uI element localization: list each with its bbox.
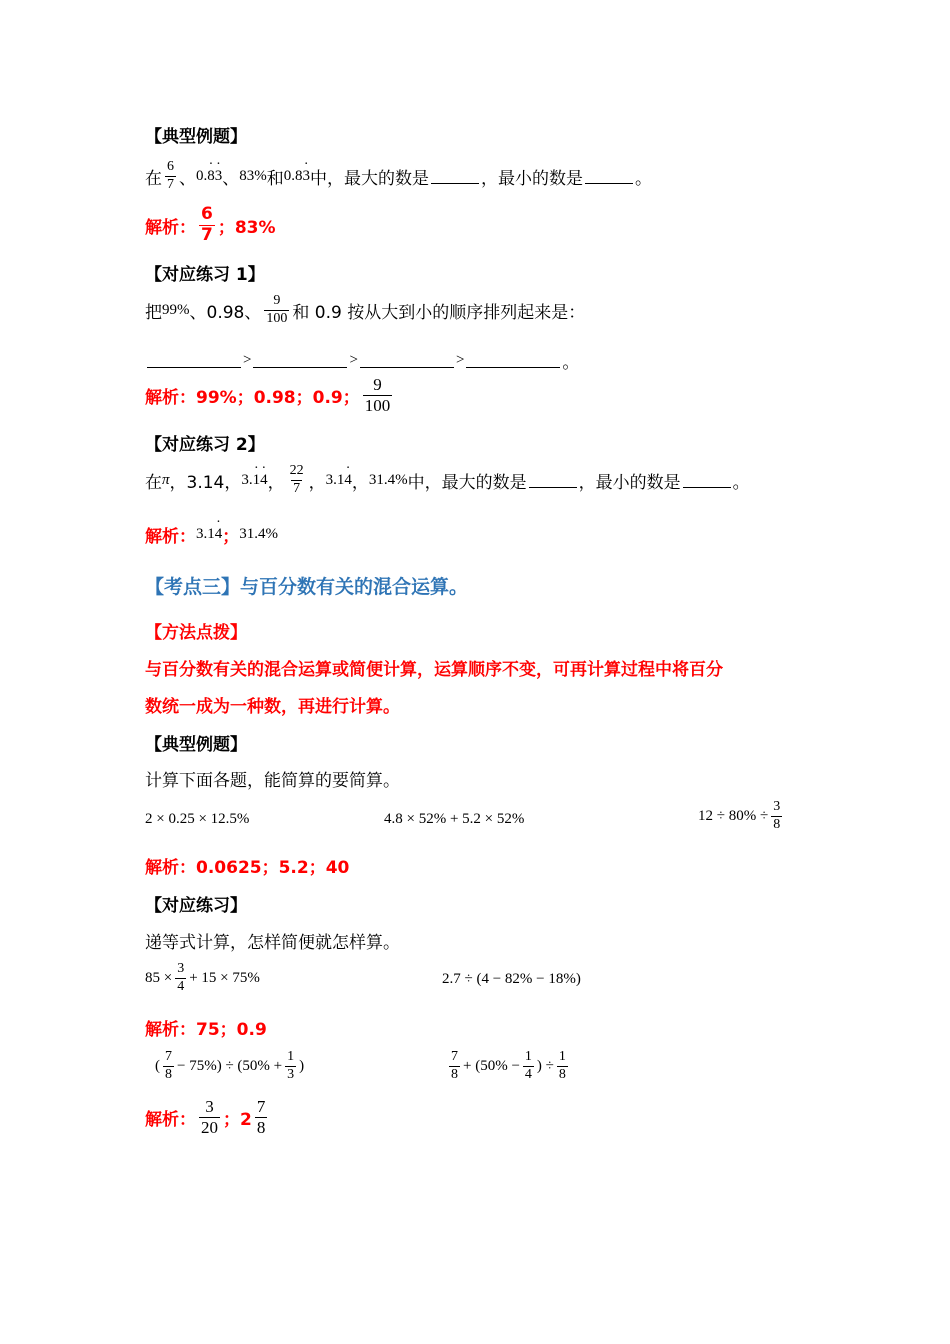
answer-blank-min-2[interactable] [683, 473, 731, 488]
order-blank-3[interactable] [360, 353, 454, 368]
example-1-question: 在 $\frac{6}{7}$ 、 0.8 ·3 · 、 83% 和 0.83 · 中，最大的数是 ，最小的数是 。 [145, 160, 652, 192]
section-3-heading: 【考点三】与百分数有关的混合运算。 [145, 576, 469, 598]
fraction-22-7: $\frac{22}{7}$ [289, 463, 304, 496]
practice-2-question: 在 π ，3.14， 3.1 ·4 · ， $\frac{22}{7}$ ， 3.14 · ， 31.4% 中，最大的数是 ，最小的数是 。 [145, 464, 750, 496]
method-title: 【方法点拨】 [145, 623, 247, 643]
order-blank-4[interactable] [466, 353, 560, 368]
practice-1-blanks: > > > 。 [145, 348, 579, 373]
order-blank-1[interactable] [147, 353, 241, 368]
example-2-title: 【典型例题】 [145, 735, 247, 755]
pi-symbol: π [162, 471, 170, 488]
expr-5: 2.7 ÷ (4 − 82% − 18%) [442, 971, 581, 987]
expr-2: 4.8 × 52% + 5.2 × 52% [384, 811, 525, 827]
example-2-question: 计算下面各题，能简算的要简算。 [145, 771, 400, 791]
practice-1-question: 把 99% 、0.98、 $\frac{9}{100}$ 和 0.9 按从大到小的顺序排列起来是： [145, 293, 586, 326]
fraction-6-7: $\frac{6}{7}$ [167, 159, 174, 192]
example-1-answer: 解析： $\frac{6}{7}$ ；83% [145, 204, 276, 245]
q-text: 在 [145, 168, 162, 189]
expr-7: $\frac{7}{8}$ + (50% − $\frac{1}{4}$ ) ÷ $\frac{1}{8}$ [451, 1049, 566, 1082]
answer-fraction-9-100: $\frac{9}{100}$ [364, 375, 391, 415]
percent-83: 83% [239, 167, 267, 184]
practice-3-answer-2: 解析： $\frac{3}{20}$ ；2 $\frac{7}{8}$ [145, 1097, 266, 1137]
practice-3-answer-1: 解析：75；0.9 [145, 1020, 267, 1040]
method-line-1: 与百分数有关的混合运算或简便计算，运算顺序不变，可再计算过程中将百分 [145, 660, 723, 680]
answer-blank-max-2[interactable] [529, 473, 577, 488]
repeating-0-8-3: 0.83 · [284, 168, 310, 185]
practice-1-title: 【对应练习 1】 [145, 265, 265, 285]
fraction-9-100: $\frac{9}{100}$ [266, 293, 288, 326]
practice-2-title: 【对应练习 2】 [145, 435, 265, 455]
expr-4: 85 × $\frac{3}{4}$ + 15 × 75% [145, 961, 260, 994]
expr-6: ( $\frac{7}{8}$ − 75%) ÷ (50% + $\frac{1}{3}$ ) [155, 1049, 305, 1082]
expr-3: 12 ÷ 80% ÷ $\frac{3}{8}$ [698, 799, 781, 832]
example-1-title [145, 122, 247, 147]
method-line-2: 数统一成为一种数，再进行计算。 [145, 697, 400, 717]
practice-3-question: 递等式计算，怎样简便就怎样算。 [145, 933, 400, 953]
practice-2-answer: 解析： 3.14 · ； 31.4% [145, 522, 278, 547]
answer-blank-min[interactable] [585, 169, 633, 184]
repeating-0-83: 0.8 ·3 · [196, 168, 222, 185]
practice-1-answer: 解析： 99%；0.98；0.9； $\frac{9}{100}$ [145, 375, 391, 415]
example-1-title-text: 【典型例题】 [145, 127, 247, 147]
expr-1: 2 × 0.25 × 12.5% [145, 811, 250, 827]
repeating-3-14: 3.1 ·4 · [241, 472, 267, 489]
order-blank-2[interactable] [253, 353, 347, 368]
practice-3-title: 【对应练习】 [145, 896, 247, 916]
answer-blank-max[interactable] [431, 169, 479, 184]
answer-fraction-6-7: $\frac{6}{7}$ [201, 204, 213, 245]
repeating-3-1-4: 3.14 · [326, 472, 352, 489]
example-2-answer: 解析：0.0625；5.2；40 [145, 858, 350, 878]
